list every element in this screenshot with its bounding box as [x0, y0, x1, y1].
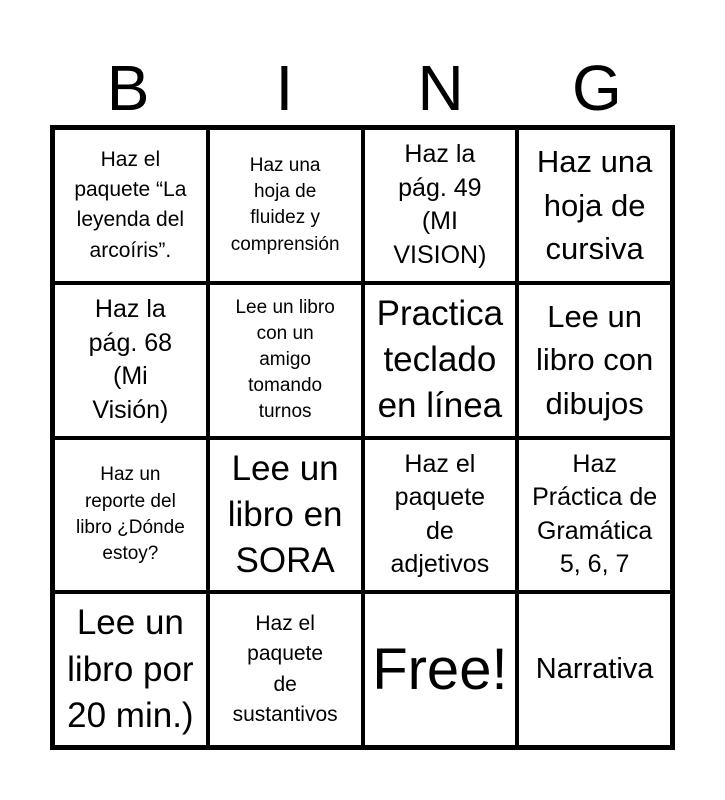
header-letter-i: I: [275, 52, 294, 124]
free-space-text: Free!: [372, 636, 508, 702]
bingo-cell[interactable]: [208, 128, 363, 283]
bingo-cell[interactable]: [517, 283, 672, 438]
cell-text: Haz un reporte del libro ¿Dónde estoy?: [75, 464, 185, 565]
cell-text: Lee un libro con un amigo tomando turnos: [235, 296, 335, 423]
header-letter-n: N: [417, 52, 464, 124]
bingo-cell[interactable]: [53, 283, 208, 438]
header-letter-g: G: [571, 52, 622, 124]
bingo-cell[interactable]: [208, 438, 363, 593]
cell-text: Haz el paquete de sustantivos: [232, 611, 338, 727]
bingo-cell[interactable]: [363, 438, 518, 593]
cell-text: Haz una hoja de fluidez y comprensión: [230, 154, 340, 255]
cell-text: Narrativa: [535, 653, 654, 686]
cell-text: Haz la pág. 68 (Mi Visión): [88, 295, 173, 424]
bingo-header: [50, 48, 675, 128]
cell-text: Practica teclado en línea: [376, 293, 504, 426]
cell-text: Haz una hoja de cursiva: [536, 143, 653, 267]
cell-text: Lee un libro con dibujos: [536, 298, 654, 421]
cell-text: Lee un libro por 20 min.): [67, 603, 194, 735]
bingo-cell[interactable]: [363, 128, 518, 283]
header-letter-b: B: [106, 52, 150, 124]
bingo-cell[interactable]: [517, 128, 672, 283]
bingo-cell[interactable]: [53, 438, 208, 593]
bingo-board: [50, 125, 675, 750]
bingo-cell[interactable]: [363, 283, 518, 438]
bingo-cell[interactable]: [53, 592, 208, 747]
bingo-cell[interactable]: [517, 438, 672, 593]
cell-text: Haz la pág. 49 (MI VISION): [393, 140, 487, 269]
bingo-cell[interactable]: [208, 592, 363, 747]
bingo-cell[interactable]: [208, 283, 363, 438]
bingo-cell[interactable]: [517, 592, 672, 747]
bingo-cell[interactable]: [53, 128, 208, 283]
cell-text: Haz el paquete “La leyenda del arcoíris”.: [74, 147, 187, 262]
cell-text: Haz el paquete de adjetivos: [390, 449, 490, 579]
cell-text: Lee un libro en SORA: [227, 448, 343, 580]
free-space-cell[interactable]: [363, 592, 518, 747]
cell-text: Haz Práctica de Gramática 5, 6, 7: [532, 449, 658, 579]
